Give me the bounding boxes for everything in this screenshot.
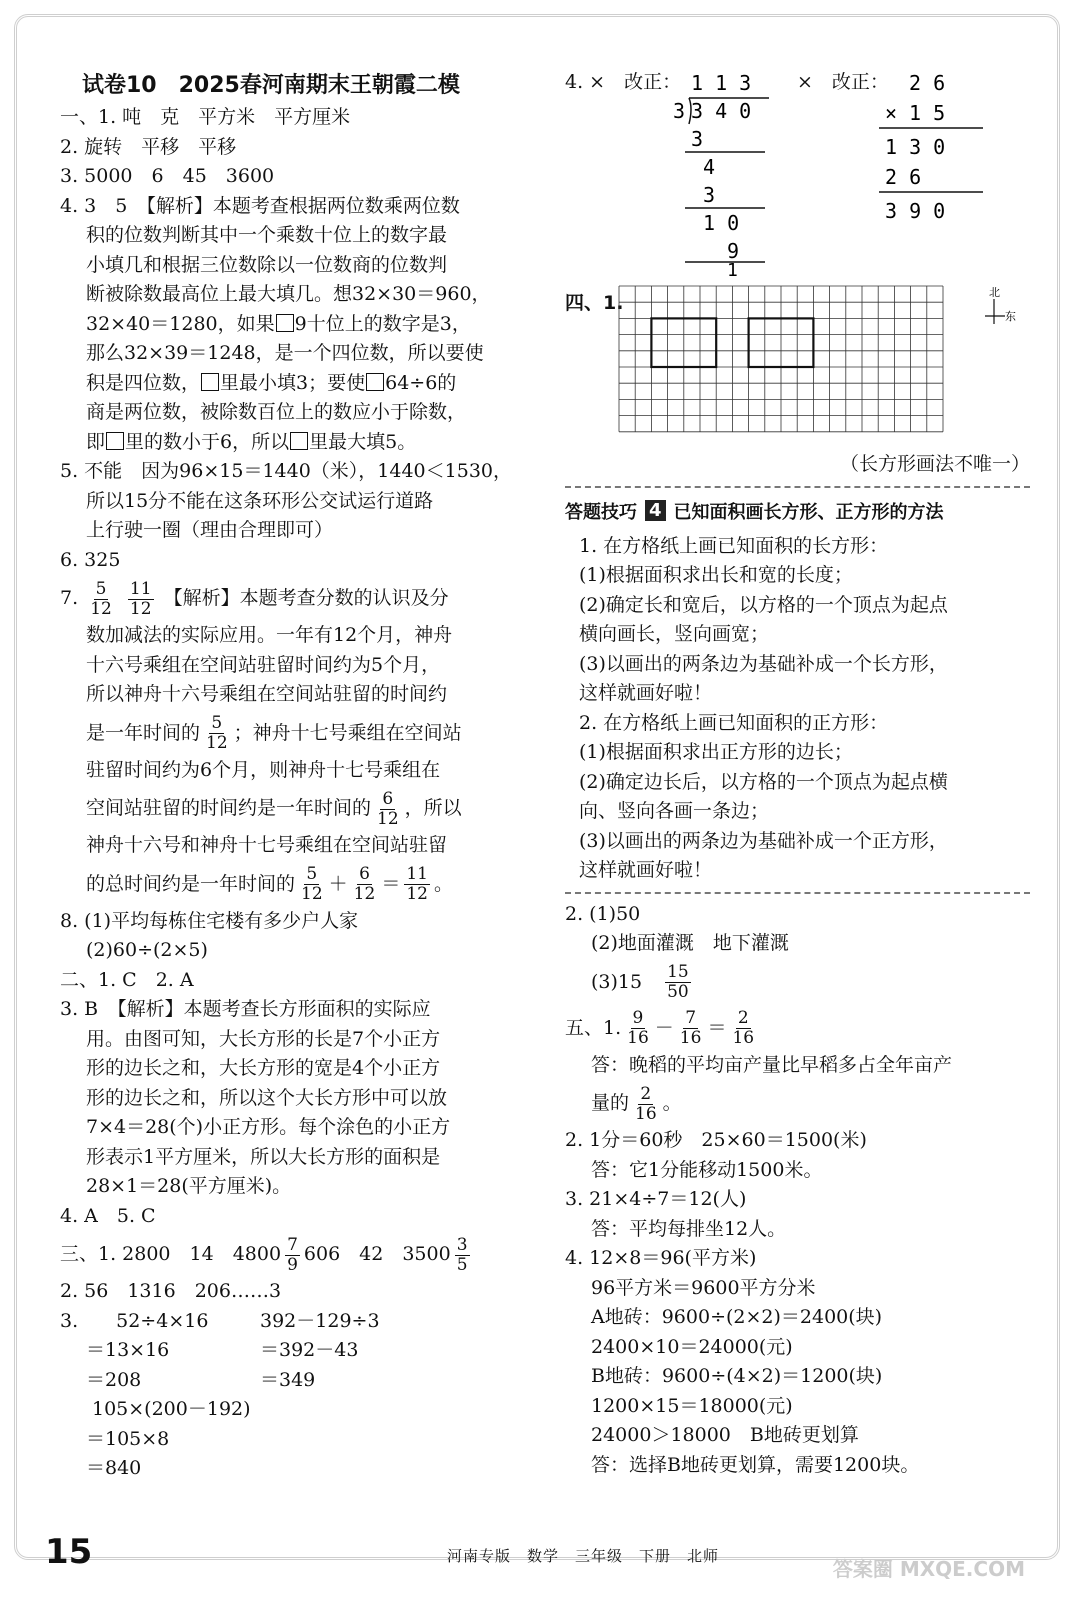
answer-line: 8. (1)平均每栋住宅楼有多少户人家: [60, 909, 359, 932]
answer-line: 1200×15＝18000(元): [591, 1394, 793, 1417]
answer-line: (2)地面灌溉 地下灌溉: [591, 932, 789, 954]
numerator: 9: [632, 1008, 644, 1028]
tip-line: (3)以画出的两条边为基础补成一个正方形，: [579, 829, 948, 852]
calc-row: [60, 1307, 530, 1337]
fraction: [299, 865, 325, 904]
answer-line: 积的位数判断其中一个乘数十位上的数字最: [86, 224, 448, 246]
page-number: 15: [45, 1532, 93, 1572]
tip-header: [565, 498, 1030, 524]
answer-line: 4. 3 5 【解析】本题考查根据两位数乘两位数: [60, 194, 460, 217]
compass-east: 东: [1005, 310, 1016, 323]
answer-line: 数加减法的实际应用。一年有12个月，神舟: [86, 624, 453, 646]
answer-line: 那么32×39＝1248，是一个四位数，所以要使: [86, 342, 484, 364]
answer-line: 4. 12×8＝96(平方米): [565, 1247, 757, 1269]
tip-line: 2. 在方格纸上画已知面积的正方形：: [579, 711, 889, 734]
tip-line: 1. 在方格纸上画已知面积的长方形：: [579, 534, 889, 557]
answer-line: 形表示1平方厘米，所以大长方形的面积是: [86, 1145, 441, 1168]
answer-line: [60, 785, 530, 831]
answer-line: 所以神舟十六号乘组在空间站驻留的时间约: [86, 683, 448, 705]
text: 三、1. 2800 14 4800: [60, 1243, 282, 1265]
answer-line: 24000＞18000 B地砖更划算: [591, 1424, 859, 1446]
fraction: [633, 1085, 659, 1124]
compass-icon: [975, 284, 1025, 334]
numerator: 6: [382, 788, 394, 809]
division-step: 3: [703, 183, 716, 207]
operator: －: [654, 1016, 674, 1039]
denominator: 12: [377, 808, 399, 829]
numerator: 6: [359, 864, 370, 884]
text: 9十位上的数字是3，: [294, 312, 471, 335]
numerator: 7: [685, 1008, 697, 1028]
item-label: 四、1.: [565, 292, 624, 314]
tip-line: (1)根据面积求出长和宽的长度；: [579, 564, 853, 586]
numerator: 11: [406, 864, 428, 884]
text: 里最小填3；要使: [220, 371, 366, 394]
numerator: 3: [456, 1234, 468, 1255]
quotient: 1 1 3: [691, 71, 752, 95]
tip-label: 答题技巧: [565, 501, 637, 523]
fraction: [625, 1009, 651, 1048]
answer-line: 2. 1分＝60秒 25×60＝1500(米): [565, 1129, 867, 1151]
answer-line: 答：晚稻的平均亩产量比早稻多占全年亩产: [591, 1053, 953, 1076]
denominator: 12: [406, 884, 428, 904]
answer-line: [60, 310, 530, 340]
denominator: 16: [635, 1103, 657, 1124]
answer-line: (2)60÷(2×5): [86, 939, 208, 961]
answer-line: B地砖：9600÷(4×2)＝1200(块): [591, 1365, 883, 1387]
text: ；神舟十七号乘组在空间站: [233, 721, 462, 744]
answer-line: 形的边长之和，大长方形的宽是4个小正方: [86, 1057, 441, 1079]
numerator: 5: [306, 864, 318, 884]
answer-line: 答：选择B地砖更划算，需要1200块。: [591, 1453, 920, 1476]
right-column: [565, 68, 1030, 1480]
fraction: [88, 580, 114, 619]
answer-line: 96平方米＝9600平方分米: [591, 1276, 816, 1299]
calc-step: 392－129÷3: [260, 1309, 380, 1332]
blank-box-icon: [366, 373, 384, 391]
answer-line: [565, 959, 1030, 1005]
section-divider: [565, 892, 1030, 900]
text: 量的: [591, 1092, 630, 1114]
text: (3)15: [591, 970, 643, 993]
footer-text: 河南专版 数学 三年级 下册 北师: [447, 1547, 720, 1565]
answer-line: 5. 不能 因为96×15＝1440（米），1440＜1530，: [60, 460, 513, 482]
text: 。: [433, 872, 453, 895]
tip-title: 已知面积画长方形、正方形的方法: [673, 501, 944, 523]
numerator: 5: [95, 578, 107, 599]
calc-step: 3. 52÷4×16: [60, 1309, 209, 1332]
tip-line: (3)以画出的两条边为基础补成一个长方形，: [579, 652, 948, 675]
text: 里最大填5。: [309, 430, 417, 453]
answer-line: [60, 1231, 530, 1277]
answer-line: 小填几和根据三位数除以一位数商的位数判: [86, 253, 448, 276]
denominator: 12: [90, 598, 112, 619]
calc-step: ＝13×16: [86, 1339, 170, 1361]
fraction: [455, 1236, 470, 1275]
answer-line: 6. 325: [60, 548, 121, 571]
calc-step: ＝208: [86, 1368, 142, 1391]
text: 五、1.: [565, 1016, 622, 1039]
grid-section: [565, 284, 1030, 444]
denominator: 16: [679, 1028, 702, 1048]
answer-line: [60, 428, 530, 458]
fraction: [128, 580, 154, 619]
division-step: 1 0: [703, 211, 740, 235]
blank-box-icon: [106, 432, 124, 450]
multiplier: 1 5: [909, 101, 946, 125]
answer-line: 上行驶一圈（理由合理即可）: [86, 519, 334, 541]
denominator: 5: [456, 1254, 468, 1275]
text: 32×40＝1280，如果: [86, 312, 275, 335]
text: 64÷6的: [385, 371, 457, 394]
numerator: 15: [667, 962, 689, 982]
answer-line: [60, 369, 530, 399]
tip-line: 这样就画好啦！: [579, 682, 713, 704]
denominator: 50: [667, 982, 689, 1002]
division-step: 3: [691, 127, 704, 151]
answer-line: 一、1. 吨 克 平方米 平方厘米: [60, 106, 351, 128]
tip-line: (1)根据面积求出正方形的边长；: [579, 741, 853, 763]
numerator: 5: [211, 713, 223, 733]
answer-line: 答：它1分能移动1500米。: [591, 1158, 823, 1181]
tip-line: 这样就画好啦！: [579, 859, 713, 881]
graph-paper: [617, 284, 947, 434]
blank-box-icon: [201, 373, 219, 391]
operator: ＝: [381, 872, 401, 895]
left-column: [60, 68, 530, 1484]
paper-title: 试卷10 2025春河南期末王朝霞二模: [82, 73, 460, 98]
calc-row: ＝105×8: [86, 1427, 170, 1450]
partial-product: 1 3 0: [885, 135, 946, 159]
tip-line: 向、竖向各画一条边；: [579, 800, 770, 822]
text: 积是四位数，: [86, 371, 201, 394]
vertical-calcs: [565, 68, 1030, 278]
answer-line: 所以15分不能在这条环形公交试运行道路: [86, 489, 434, 512]
denominator: 12: [353, 884, 376, 904]
fraction: [678, 1009, 704, 1048]
tip-line: (2)确定边长后，以方格的一个顶点为起点横: [579, 770, 948, 793]
denominator: 12: [301, 884, 323, 904]
fraction: [730, 1009, 756, 1048]
division-step: 9: [727, 239, 740, 263]
remainder: 1: [727, 260, 738, 278]
answer-line: 3. 5000 6 45 3600: [60, 165, 275, 187]
answer-line: 商是两位数，被除数百位上的数应小于除数，: [86, 401, 467, 423]
text: 。: [662, 1092, 682, 1114]
tip-line: 横向画长，竖向画宽；: [579, 623, 770, 645]
blank-box-icon: [290, 432, 308, 450]
answer-line: 2. 旋转 平移 平移: [60, 135, 237, 158]
product: 3 9 0: [885, 199, 946, 223]
answer-line: 答：平均每排坐12人。: [591, 1217, 787, 1240]
calc-row: [60, 1366, 530, 1396]
answer-line: [565, 1080, 1030, 1126]
answer-line: 2. 56 1316 206……3: [60, 1280, 282, 1302]
answer-line: 用。由图可知，大长方形的长是7个小正方: [86, 1027, 441, 1050]
calc-step: ＝349: [260, 1368, 316, 1391]
answer-line: 7×4＝28(个)小正方形。每个涂色的小正方: [86, 1116, 451, 1138]
dividend: 3 4 0: [691, 99, 752, 123]
text: 的总时间约是一年时间的: [86, 872, 296, 895]
answer-line: [60, 861, 530, 907]
denominator: 12: [129, 598, 152, 619]
footer: [45, 1532, 1025, 1581]
answer-line: 驻留时间约为6个月，则神舟十七号乘组在: [86, 758, 441, 781]
partial-product: 2 6: [885, 165, 922, 189]
blank-box-icon: [276, 314, 294, 332]
multiplicand: 2 6: [909, 71, 946, 95]
answer-line: [565, 1005, 1030, 1051]
numerator: 2: [640, 1083, 652, 1104]
tip-number: 4: [645, 500, 666, 521]
grid-note: （长方形画法不唯一）: [839, 453, 1030, 475]
text: 是一年时间的: [86, 721, 201, 744]
fraction: [375, 790, 401, 829]
fraction: [352, 865, 378, 904]
fraction: [665, 963, 691, 1002]
compass-north: 北: [989, 286, 1000, 299]
denominator: 9: [287, 1254, 298, 1275]
answer-line: 神舟十六号和神舟十七号乘组在空间站驻留: [86, 834, 448, 856]
answer-line: 2. (1)50: [565, 902, 641, 925]
answer-line: 3. 21×4÷7＝12(人): [565, 1188, 747, 1210]
answer-line: 形的边长之和，所以这个大长方形中可以放: [86, 1086, 448, 1109]
calc-row: 105×(200－192): [92, 1398, 251, 1420]
operator: ＋: [328, 872, 348, 895]
answer-line: 十六号乘组在空间站驻留时间约为5个月，: [86, 653, 441, 676]
item-label: × 改正：: [797, 71, 889, 93]
denominator: 16: [627, 1028, 649, 1048]
operator: ＝: [707, 1016, 727, 1039]
numerator: 2: [737, 1008, 749, 1028]
text: 里的数小于6，所以: [125, 430, 290, 453]
text: 空间站驻留的时间约是一年时间的: [86, 797, 372, 819]
answer-line: [60, 575, 530, 621]
answer-line: 二、1. C 2. A: [60, 968, 194, 991]
fraction: [285, 1236, 300, 1275]
calc-step: ＝392－43: [260, 1339, 359, 1361]
fraction: [204, 714, 230, 753]
tip-box: [565, 486, 1030, 886]
tip-line: (2)确定长和宽后，以方格的一个顶点为起点: [579, 593, 948, 616]
vertical-multiplication: [875, 68, 985, 238]
division-step: 4: [703, 155, 716, 179]
answer-line: 2400×10＝24000(元): [591, 1335, 793, 1358]
denominator: 12: [206, 733, 228, 753]
answer-line: 28×1＝28(平方厘米)。: [86, 1175, 292, 1197]
calc-row: [60, 1336, 530, 1366]
denominator: 16: [732, 1028, 755, 1048]
text: 606 42 3500: [303, 1243, 451, 1265]
text: 【解析】本题考查分数的认识及分: [163, 587, 449, 609]
calc-row: ＝840: [86, 1457, 142, 1479]
watermark: 答案圈 MXQE.COM: [832, 1557, 1025, 1581]
answer-line: A地砖：9600÷(2×2)＝2400(块): [591, 1306, 883, 1328]
text: 7.: [60, 587, 79, 609]
times-sign: ×: [885, 101, 898, 125]
answer-line: 断被除数最高位上最大填几。想32×30＝960，: [86, 283, 491, 305]
divisor: 3: [673, 99, 686, 123]
answer-line: [60, 710, 530, 756]
fraction: [404, 865, 430, 904]
text: 即: [86, 430, 106, 453]
answer-line: 4. A 5. C: [60, 1204, 156, 1227]
long-division: [665, 68, 795, 278]
numerator: 11: [129, 578, 152, 599]
item-label: 4. × 改正：: [565, 71, 682, 93]
text: ，所以: [404, 797, 462, 819]
numerator: 7: [287, 1234, 298, 1255]
answer-line: 3. B 【解析】本题考查长方形面积的实际应: [60, 998, 431, 1020]
